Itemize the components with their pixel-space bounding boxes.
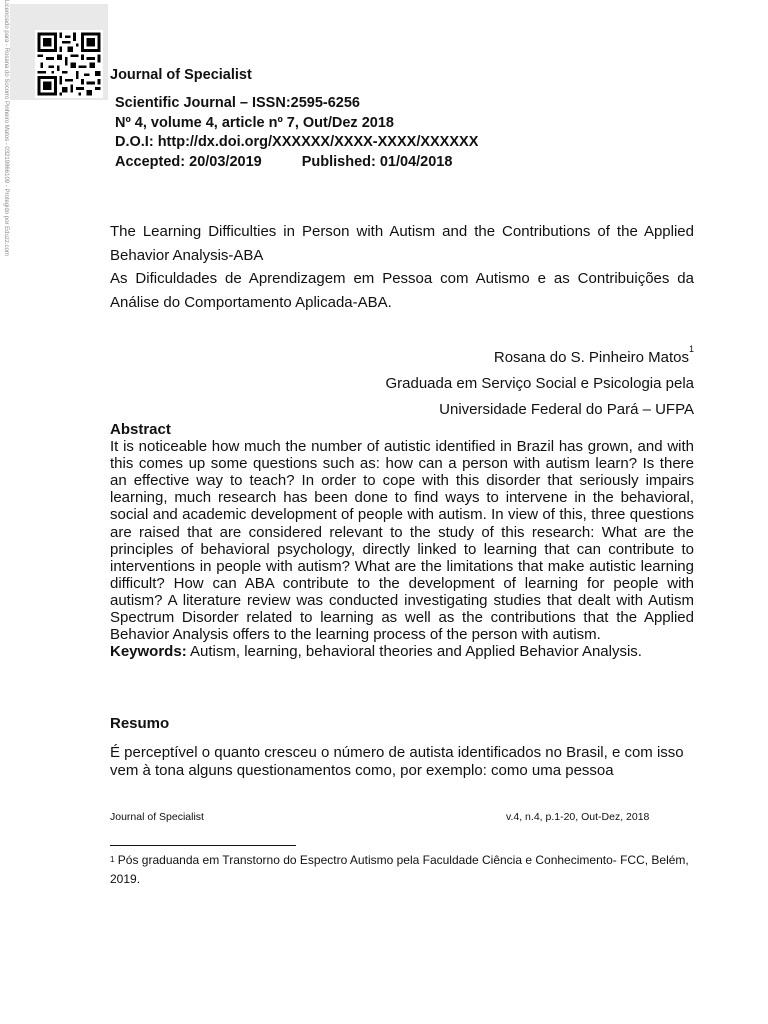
abstract-section bbox=[110, 421, 694, 660]
author-affiliation-2: Universidade Federal do Pará – UFPA bbox=[439, 401, 694, 418]
abstract-heading: Abstract bbox=[110, 421, 171, 438]
qr-code-panel bbox=[10, 4, 108, 100]
keywords-label: Keywords: bbox=[110, 643, 187, 661]
qr-code-icon bbox=[32, 30, 106, 98]
issn-line: Scientific Journal – ISSN:2595-6256 bbox=[115, 95, 360, 111]
license-watermark: Licenciado para - Rosana do Socorro Pinheiro Matos - 03219866109 - Protegido por Eduzz.com bbox=[3, 0, 9, 256]
keywords-line bbox=[110, 643, 694, 660]
abstract-text: It is noticeable how much the number of autistic identified in Brazil has grown, and with this comes up some questions such as: how can a person with autism learn? Is there an effective way to teach? In order to cope with this disorder that seriously impairs learning, much research has been done to find ways to intervene in the behavioral, social and academic development of people with autism. In view of this, three questions are raised that are considered relevant to the study of this research: What are the principles of behavioral psychology, directly linked to learning that can contribute to interventions in people with autism? What are the limitations that make autistic learning difficult? How can ABA contribute to the development of learning for people with autism? A literature review was conducted investigating studies that dealt with Autism Spectrum Disorder related to learning as well as the contributions that the Applied Behavior Analysis offers to the learning process of the person with autism. bbox=[110, 438, 694, 644]
accepted-date: Accepted: 20/03/2019 bbox=[115, 153, 262, 170]
footnote-text: Pós graduanda em Transtorno do Espectro Autismo pela Faculdade Ciência e Conhecimento- FCC, Belém, 2019. bbox=[110, 853, 689, 886]
article-titles bbox=[110, 220, 694, 314]
footer-volume: v.4, n.4, p.1-20, Out-Dez, 2018 bbox=[506, 811, 650, 823]
author-affiliation-1: Graduada em Serviço Social e Psicologia pela bbox=[385, 375, 694, 392]
resumo-heading: Resumo bbox=[110, 715, 170, 732]
dates-line bbox=[115, 153, 478, 173]
title-english: The Learning Difficulties in Person with Autism and the Contributions of the Applied Behavior Analysis-ABA bbox=[110, 223, 694, 264]
title-portuguese: As Dificuldades de Aprendizagem em Pessoa com Autismo e as Contribuições da Análise do Comportamento Aplicada-ABA. bbox=[110, 270, 694, 311]
footer-journal: Journal of Specialist bbox=[110, 811, 204, 823]
doi-line: D.O.I: http://dx.doi.org/XXXXXX/XXXX-XXXX/XXXXXX bbox=[115, 134, 479, 150]
resumo-text: É perceptível o quanto cresceu o número de autista identificados no Brasil, e com isso vem à tona alguns questionamentos como, por exemplo: como uma pessoa bbox=[110, 744, 684, 779]
footnote bbox=[110, 851, 700, 888]
keywords-text: Autism, learning, behavioral theories and Applied Behavior Analysis. bbox=[186, 643, 642, 661]
footnote-number: 1 bbox=[110, 855, 115, 864]
author-name: Rosana do S. Pinheiro Matos bbox=[493, 349, 689, 366]
author-line bbox=[385, 345, 694, 371]
footnote-divider bbox=[110, 845, 296, 846]
journal-name: Journal of Specialist bbox=[110, 67, 252, 83]
journal-metadata bbox=[115, 94, 478, 172]
issue-line: Nº 4, volume 4, article nº 7, Out/Dez 2018 bbox=[115, 114, 394, 131]
author-block bbox=[385, 345, 694, 423]
author-footnote-mark: 1 bbox=[688, 344, 694, 354]
published-date: Published: 01/04/2018 bbox=[301, 153, 453, 170]
